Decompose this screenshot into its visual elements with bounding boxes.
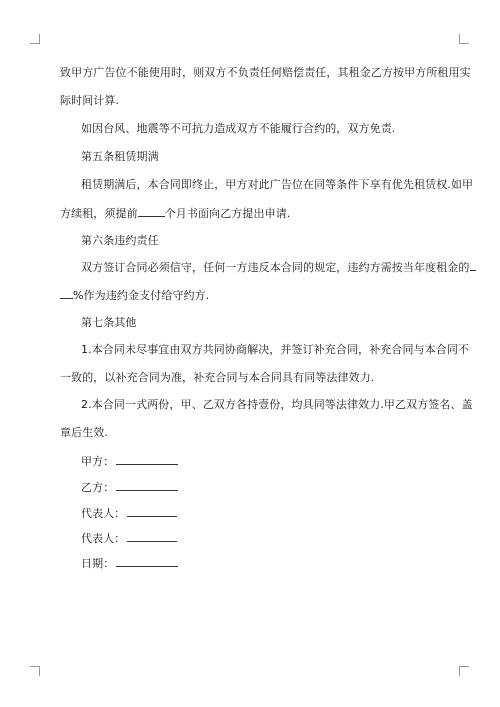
signature-rep-a <box>81 506 177 521</box>
signature-date <box>81 556 178 571</box>
paragraph-line <box>60 206 290 221</box>
party-a-blank <box>116 454 178 465</box>
rep-a-label: 代表人： <box>81 507 126 520</box>
renewal-text-a: 方续租，须提前 <box>60 207 138 220</box>
date-blank <box>116 556 178 567</box>
party-b-label: 乙方： <box>81 481 115 494</box>
paragraph-line: 际时间计算. <box>60 94 120 107</box>
paragraph-line: 致甲方广告位不能使用时，则双方不负责任何赔偿责任，其租金乙方按甲方所租用实 <box>60 66 471 79</box>
corner-mark-top-right <box>459 34 469 44</box>
signature-party-b <box>81 480 178 495</box>
paragraph-force-majeure: 如因台风、地震等不可抗力造成双方不能履行合约的，双方免责. <box>81 122 396 135</box>
months-blank <box>138 206 165 217</box>
renewal-text-b: 个月书面向乙方提出申请. <box>164 207 291 220</box>
date-label: 日期： <box>81 557 115 570</box>
percent-blank-end <box>60 288 73 299</box>
party-b-blank <box>116 480 178 491</box>
rep-b-label: 代表人： <box>81 532 126 545</box>
rep-a-blank <box>127 506 177 517</box>
breach-text: 双方签订合同必须信守，任何一方违反本合同的规定，违约方需按当年度租金的 <box>81 261 470 274</box>
corner-mark-bottom-right <box>459 666 469 676</box>
article-6-heading: 第六条违约责任 <box>81 234 159 247</box>
breach-text-2: %作为违约金支付给守约方. <box>73 289 210 302</box>
paragraph-line: 章后生效. <box>60 426 108 439</box>
percent-blank-start <box>470 260 476 271</box>
corner-mark-top-left <box>30 34 40 44</box>
article-5-heading: 第五条租赁期满 <box>81 150 159 163</box>
rep-b-blank <box>127 531 177 542</box>
paragraph-line: 2.本合同一式两份，甲、乙双方各持壹份，均具同等法律效力.甲乙双方签名、盖 <box>81 398 473 411</box>
paragraph-line: 一致的，以补充合同为准，补充合同与本合同具有同等法律效力. <box>60 371 375 384</box>
signature-rep-b <box>81 531 177 546</box>
signature-party-a <box>81 454 178 469</box>
corner-mark-bottom-left <box>30 666 40 676</box>
paragraph-line <box>81 260 476 275</box>
paragraph-line: 租赁期满后，本合同即终止，甲方对此广告位在同等条件下享有优先租赁权.如甲 <box>81 178 474 191</box>
party-a-label: 甲方： <box>81 455 115 468</box>
paragraph-line: 1.本合同未尽事宜由双方共同协商解决，并签订补充合同，补充合同与本合同不 <box>81 343 470 356</box>
paragraph-line <box>60 288 209 303</box>
article-7-heading: 第七条其他 <box>81 316 137 329</box>
